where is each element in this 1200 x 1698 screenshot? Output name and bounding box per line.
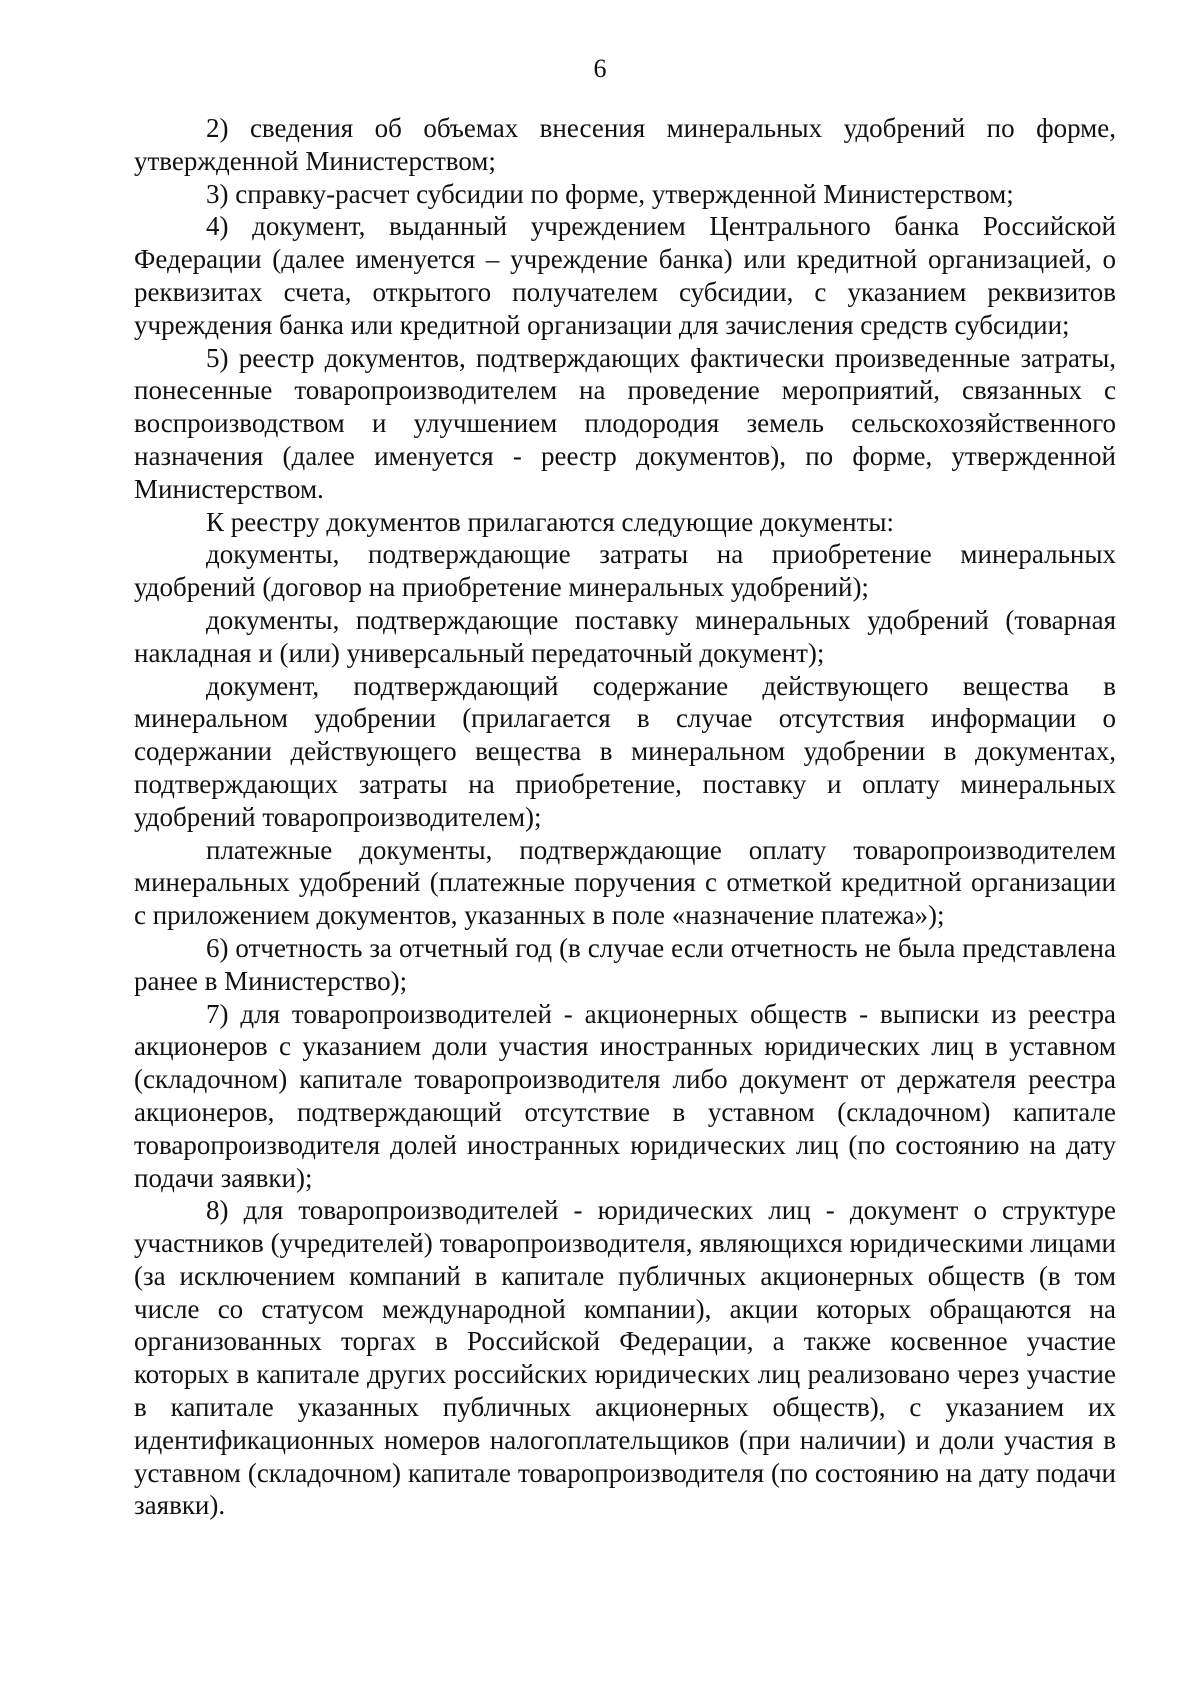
- paragraph-payment-documents: платежные документы, подтверждающие оплату товаропроизводителем минеральных удобрений (платежные поручения с отметкой кредитной организации с приложением документов, указанных в поле «назначение платежа»);: [134, 834, 1116, 931]
- document-body: [134, 112, 1116, 1522]
- paragraph-cost-documents: документы, подтверждающие затраты на приобретение минеральных удобрений (договор на приобретение минеральных удобрений);: [134, 539, 1116, 603]
- paragraph-active-substance-document: документ, подтверждающий содержание действующего вещества в минеральном удобрении (прилагается в случае отсутствия информации о содержании действующего вещества в минеральном удобрении в документах, подтверждающих затраты на приобретение, поставку и оплату минеральных удобрений товаропроизводителем);: [134, 670, 1116, 832]
- paragraph-delivery-documents: документы, подтверждающие поставку минеральных удобрений (товарная накладная и (или) универсальный передаточный документ);: [134, 604, 1116, 668]
- paragraph-registry-intro: К реестру документов прилагаются следующие документы:: [206, 506, 895, 537]
- paragraph-item-2: 2) сведения об объемах внесения минеральных удобрений по форме, утвержденной Министерством;: [134, 113, 1116, 176]
- paragraph-item-4: 4) документ, выданный учреждением Центрального банка Российской Федерации (далее именуется – учреждение банка) или кредитной организацией, о реквизитах счета, открытого получателем субсидии, с указанием реквизитов учреждения банка или кредитной организации для зачисления средств субсидии;: [134, 211, 1116, 340]
- paragraph-item-8: 8) для товаропроизводителей - юридических лиц - документ о структуре участников (учредителей) товаропроизводителя, являющихся юридическими лицами (за исключением компаний в капитале публичных акционерных обществ (в том числе со статусом международной компании), акции которых обращаются на организованных торгах в Российской Федерации, а также косвенное участие которых в капитале других российских юридических лиц реализовано через участие в капитале указанных публичных акционерных обществ), с указанием их идентификационных номеров налогоплательщиков (при наличии) и доли участия в уставном (складочном) капитале товаропроизводителя (по состоянию на дату подачи заявки).: [134, 1195, 1116, 1521]
- page-number: 6: [593, 54, 607, 83]
- paragraph-item-7: 7) для товаропроизводителей - акционерных обществ - выписки из реестра акционеров с указанием доли участия иностранных юридических лиц в уставном (складочном) капитале товаропроизводителя либо документ от держателя реестра акционеров, подтверждающий отсутствие в уставном (складочном) капитале товаропроизводителя долей иностранных юридических лиц (по состоянию на дату подачи заявки);: [134, 998, 1116, 1193]
- paragraph-item-3: 3) справку-расчет субсидии по форме, утвержденной Министерством;: [206, 178, 1014, 209]
- paragraph-item-5: 5) реестр документов, подтверждающих фактически произведенные затраты, понесенные товаропроизводителем на проведение мероприятий, связанных с воспроизводством и улучшением плодородия земель сельскохозяйственного назначения (далее именуется - реестр документов), по форме, утвержденной Министерством.: [134, 342, 1116, 504]
- paragraph-item-6: 6) отчетность за отчетный год (в случае если отчетность не была представлена ранее в Министерство);: [134, 932, 1116, 996]
